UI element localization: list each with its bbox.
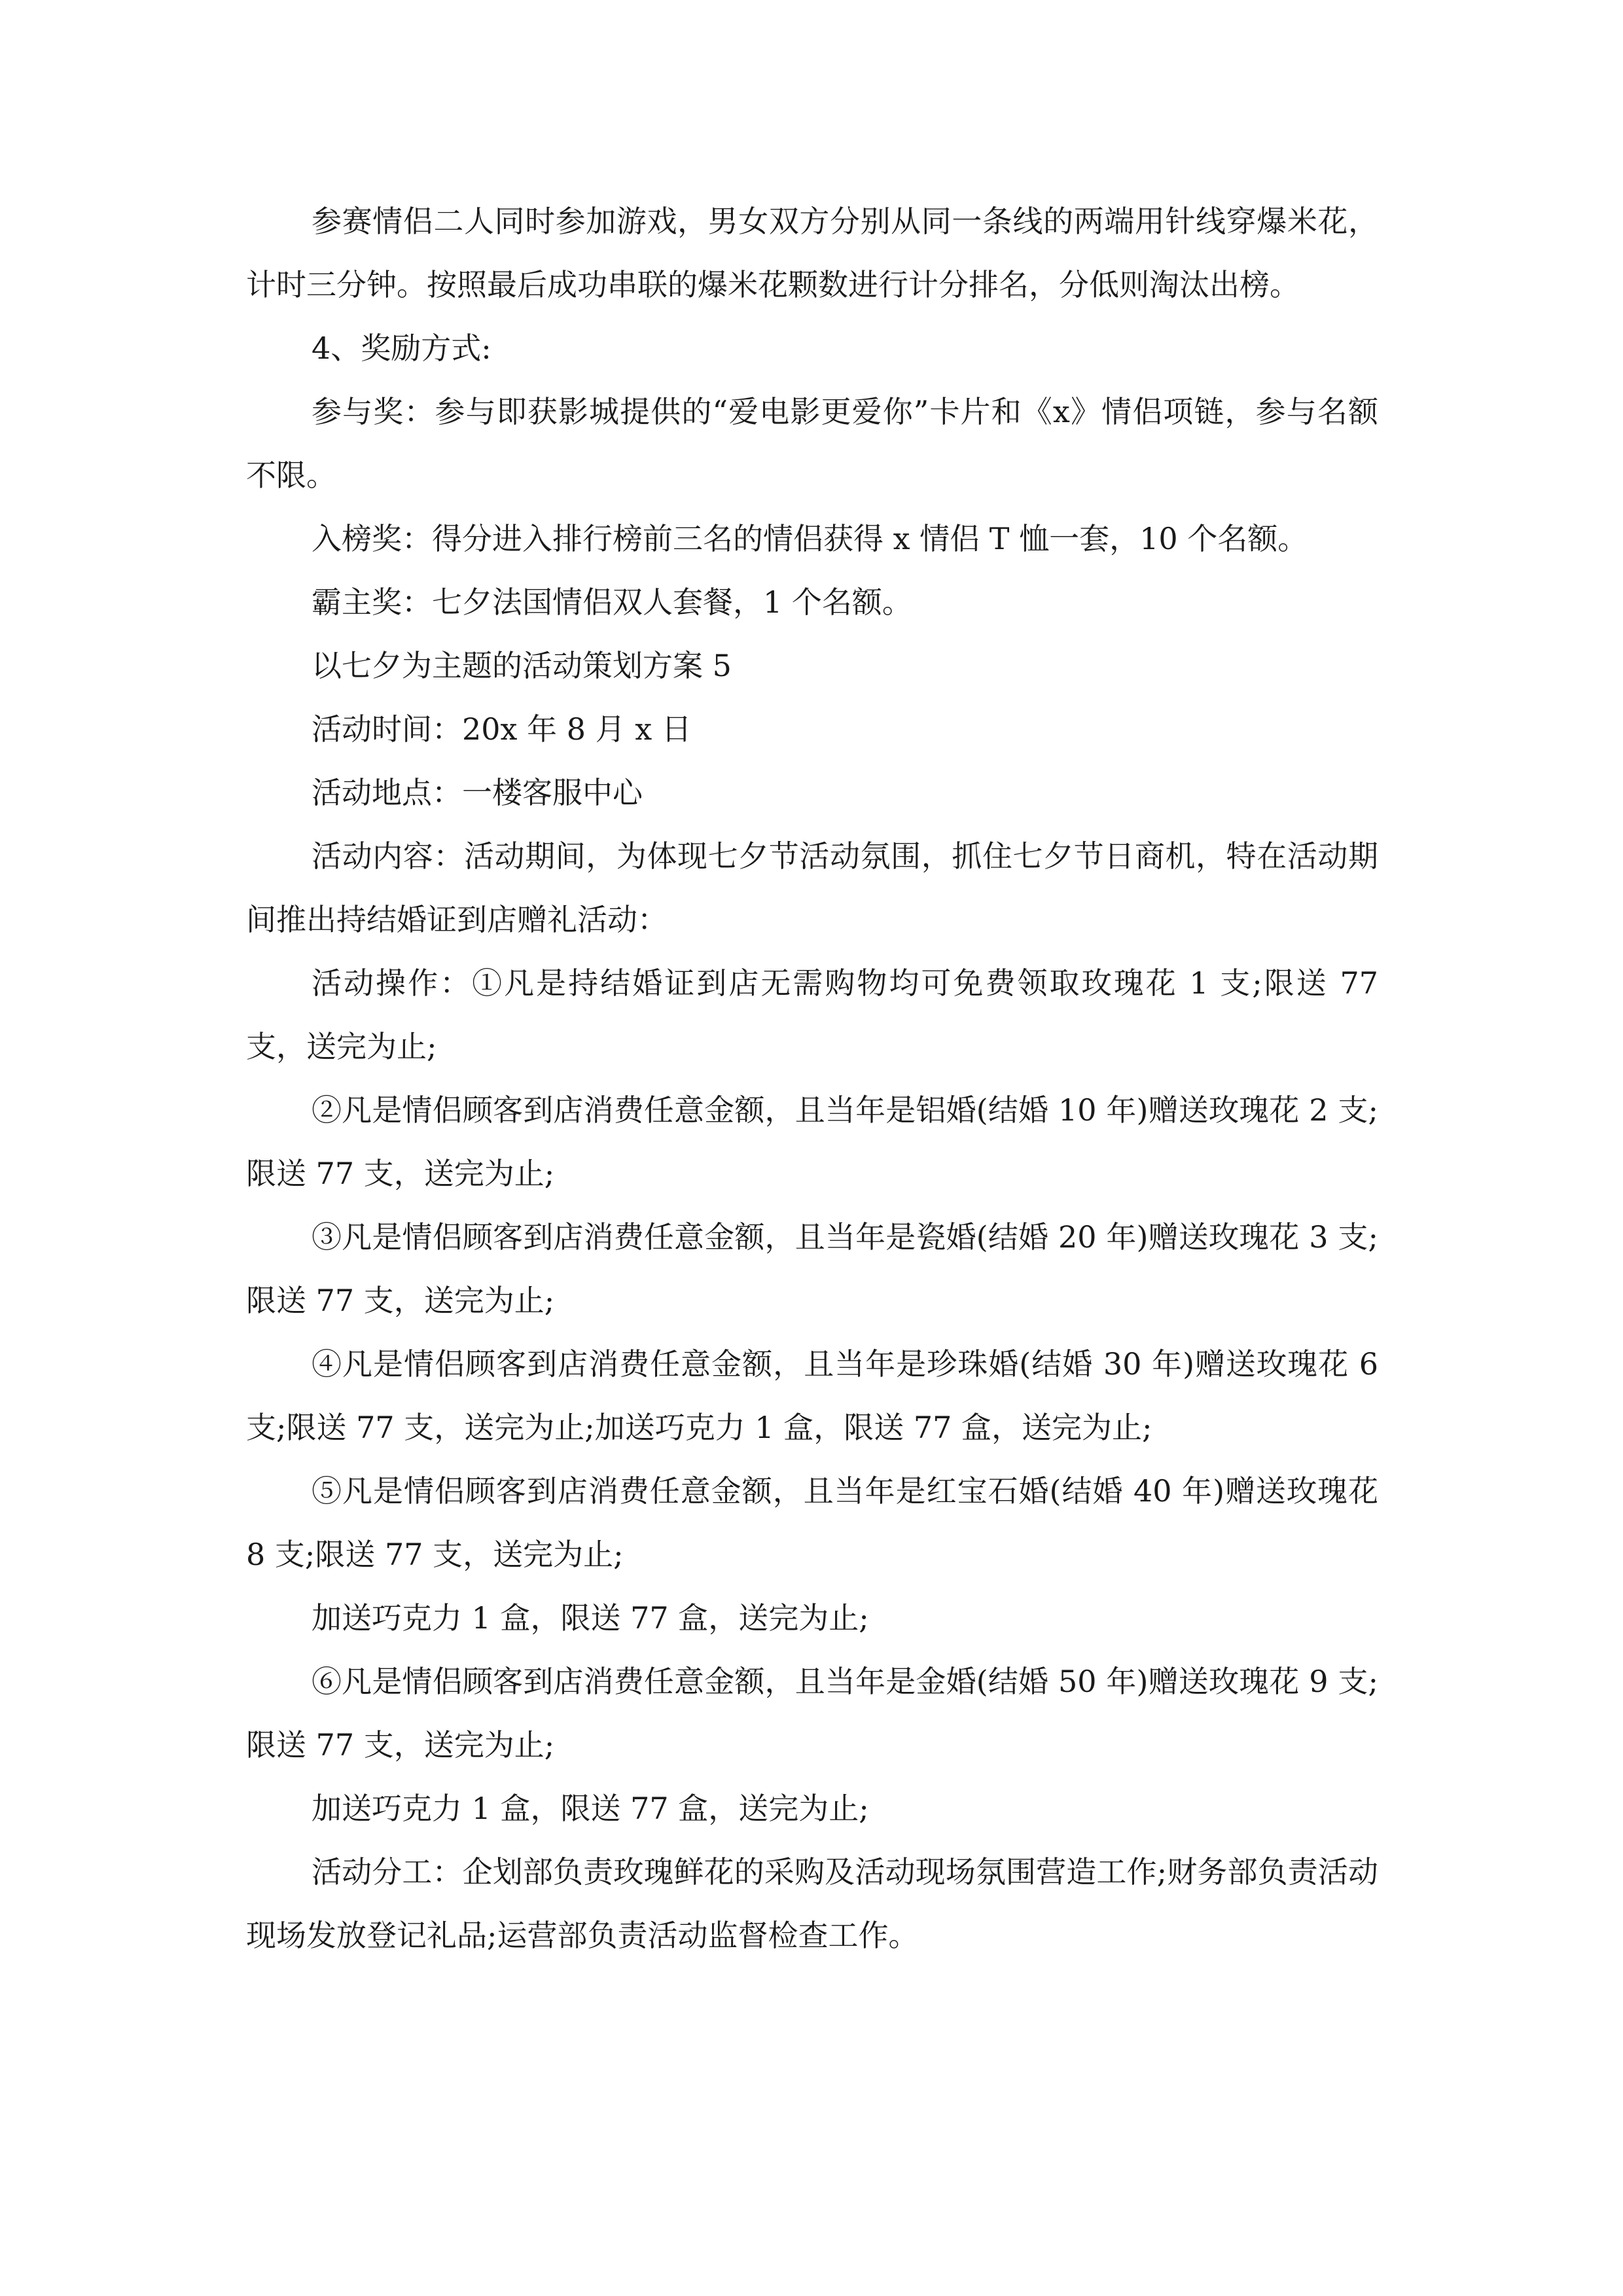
document-body (246, 190, 1378, 1967)
paragraph-operation-3: ③凡是情侣顾客到店消费任意金额，且当年是瓷婚(结婚 20 年)赠送玫瑰花 3 支;限送 77 支，送完为止; (246, 1219, 1378, 1318)
paragraph-champion-award: 霸主奖：七夕法国情侣双人套餐，1 个名额。 (312, 584, 912, 620)
paragraph-operation-5: ⑤凡是情侣顾客到店消费任意金额，且当年是红宝石婚(结婚 40 年)赠送玫瑰花 8 支;限送 77 支，送完为止; (246, 1473, 1378, 1572)
paragraph-event-location: 活动地点：一楼客服中心 (312, 775, 643, 810)
paragraph-event-content: 活动内容：活动期间，为体现七夕节活动氛围，抓住七夕节日商机，特在活动期间推出持结婚证到店赠礼活动： (246, 838, 1378, 937)
section-heading-rewards: 4、奖励方式: (312, 331, 491, 366)
paragraph-operation-2: ②凡是情侣顾客到店消费任意金额，且当年是铝婚(结婚 10 年)赠送玫瑰花 2 支;限送 77 支，送完为止; (246, 1092, 1378, 1191)
paragraph-operation-5-extra: 加送巧克力 1 盒，限送 77 盒，送完为止; (312, 1600, 869, 1636)
paragraph-operation-1: 活动操作：①凡是持结婚证到店无需购物均可免费领取玫瑰花 1 支;限送 77 支，送完为止; (246, 965, 1378, 1064)
plan-title: 以七夕为主题的活动策划方案 5 (312, 648, 732, 683)
paragraph-rules: 参赛情侣二人同时参加游戏，男女双方分别从同一条线的两端用针线穿爆米花，计时三分钟。按照最后成功串联的爆米花颗数进行计分排名，分低则淘汰出榜。 (246, 204, 1378, 302)
paragraph-division-of-labor: 活动分工：企划部负责玫瑰鲜花的采购及活动现场氛围营造工作;财务部负责活动现场发放登记礼品;运营部负责活动监督检查工作。 (246, 1854, 1378, 1953)
paragraph-event-time: 活动时间：20x 年 8 月 x 日 (312, 711, 692, 747)
paragraph-operation-6-extra: 加送巧克力 1 盒，限送 77 盒，送完为止; (312, 1791, 869, 1826)
paragraph-ranking-award: 入榜奖：得分进入排行榜前三名的情侣获得 x 情侣 T 恤一套，10 个名额。 (312, 521, 1308, 556)
paragraph-operation-6: ⑥凡是情侣顾客到店消费任意金额，且当年是金婚(结婚 50 年)赠送玫瑰花 9 支;限送 77 支，送完为止; (246, 1664, 1378, 1763)
paragraph-participation-award: 参与奖：参与即获影城提供的“爱电影更爱你”卡片和《x》情侣项链，参与名额不限。 (246, 394, 1378, 493)
paragraph-operation-4: ④凡是情侣顾客到店消费任意金额，且当年是珍珠婚(结婚 30 年)赠送玫瑰花 6 支;限送 77 支，送完为止;加送巧克力 1 盒，限送 77 盒，送完为止; (246, 1346, 1378, 1445)
